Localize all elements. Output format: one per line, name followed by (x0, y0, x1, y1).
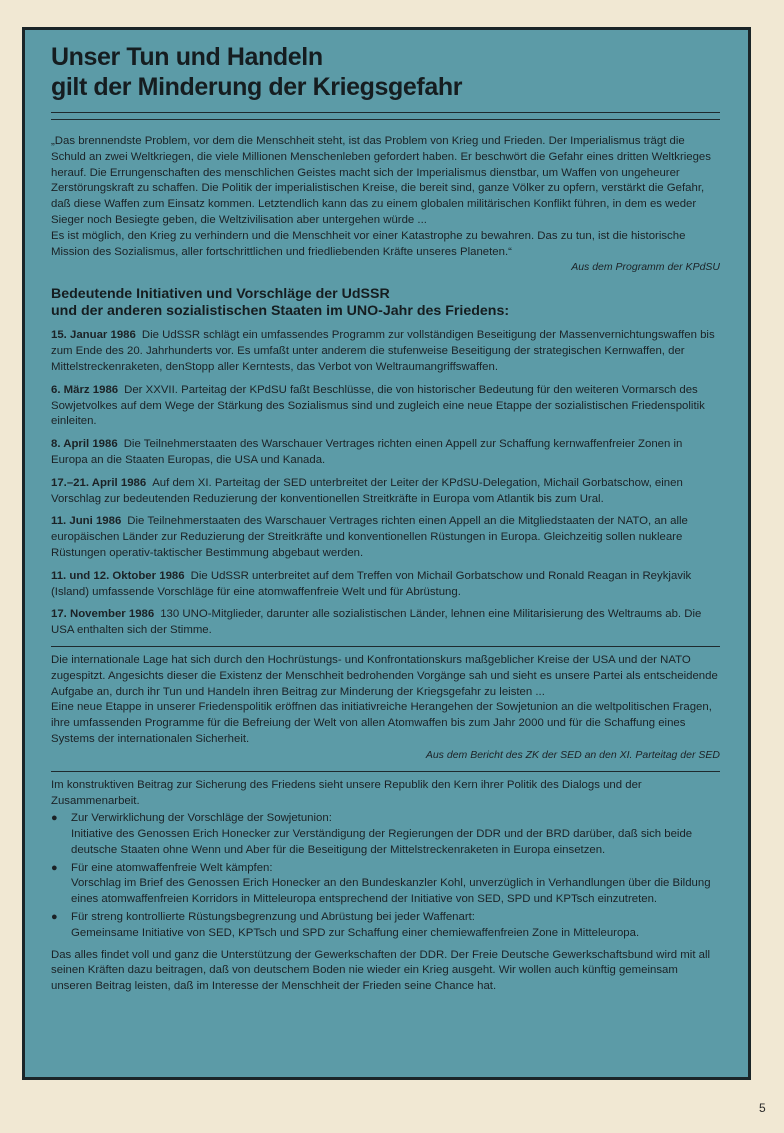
republic-intro: Im konstruktiven Beitrag zur Sicherung des Friedens sieht unsere Republik den Kern ihrer Politik des Dialogs und der Zusammenarbeit. (51, 778, 642, 807)
initiatives-heading-line-1: Bedeutende Initiativen und Vorschläge der UdSSR (51, 286, 390, 303)
closing-paragraph: Das alles findet voll und ganz die Unterstützung der Gewerkschaften der DDR. Der Freie Deutsche Gewerkschaftsbund wird mit all seinen Kräften dazu beitragen, daß von deutschem Boden nie wieder ein Krieg ausgeht. Wir wollen auch künftig gemeinsam unseren Beitrag leisten, daß im Interesse der Menschheit der Frieden seine Chance hat. (51, 948, 711, 993)
bullet-lead: Für eine atomwaffenfreie Welt kämpfen: (71, 861, 273, 874)
republic-section (51, 778, 720, 995)
republic-bullet-list (51, 811, 720, 941)
section-divider (51, 771, 720, 772)
report-paragraph-2: Eine neue Etappe in unserer Friedenspolitik eröffnen das initiativreiche Herangehen der Sowjetunion an die weltpolitischen Fragen, ihre umfassenden Programme für die Befreiung der Welt von allen Atomwaffen bis zum Jahr 2000 und für die Schaffung eines Systems der internationalen Sicherheit. (51, 701, 712, 745)
initiative-entry (51, 383, 720, 430)
bullet-icon: ● (51, 861, 58, 874)
title-line-1: Unser Tun und Handeln (51, 43, 323, 71)
initiative-date: 8. April 1986 (51, 438, 118, 451)
initiative-date: 11. und 12. Oktober 1986 (51, 569, 185, 582)
initiative-text: Die UdSSR unterbreitet auf dem Treffen von Michail Gorbatschow und Ronald Reagan in Reykjavik (Island) umfassende Vorschläge für eine atomwaffenfreie Welt und für Abrüstung. (51, 569, 692, 598)
initiative-entry (51, 607, 720, 639)
initiative-text: 130 UNO-Mitglieder, darunter alle sozialistischen Länder, lehnen eine Militarisierung des Weltraums ab. Die USA enthalten sich der Stimme. (51, 608, 702, 637)
initiative-text: Der XXVII. Parteitag der KPdSU faßt Beschlüsse, die von historischer Bedeutung für den weiteren Vormarsch des Sowjetvolkes auf dem Wege der Stärkung des Sozialismus sind und zugleich eine neue Etappe der sozialistischen Friedenspolitik einleiten. (51, 383, 705, 428)
bullet-lead: Zur Verwirklichung der Vorschläge der Sowjetunion: (71, 812, 332, 825)
report-paragraph-1: Die internationale Lage hat sich durch den Hochrüstungs- und Konfrontationskurs maßgeblicher Kreise der USA und der NATO zugespitzt. Angesichts dieser die Existenz der Menschheit bedrohenden Vorgänge sah und sieht es unsere Partei als entscheidende Aufgabe an, durch ihr Tun und Handeln ihren Beitrag zur Minderung der Kriegsgefahr zu leisten ... (51, 653, 718, 698)
bullet-text: Initiative des Genossen Erich Honecker zur Verständigung der Regierungen der DDR und der BRD darüber, daß sich beide deutsche Staaten ohne Wenn und Aber für die Beseitigung der Mittelstreckenraketen in Europa einsetzen. (71, 828, 693, 856)
bullet-text: Gemeinsame Initiative von SED, KPTsch und SPD zur Schaffung einer chemiewaffenfreien Zone in Mitteleuropa. (71, 926, 640, 939)
bullet-icon: ● (51, 911, 58, 924)
program-quote (51, 134, 720, 274)
bullet-lead: Für streng kontrollierte Rüstungsbegrenzung und Abrüstung bei jeder Waffenart: (71, 911, 475, 924)
bullet-text: Vorschlag im Brief des Genossen Erich Honecker an den Bundeskanzler Kohl, unverzüglich in Verhandlungen über die Bildung eines atomwaffenfreien Korridors in Mitteleuropa entsprechend der Initiative von SED, SPD und KPTsch einzutreten. (71, 877, 711, 906)
initiative-date: 11. Juni 1986 (51, 515, 122, 528)
initiatives-list (51, 328, 720, 639)
initiative-entry (51, 476, 720, 508)
initiatives-heading-line-2: und der anderen sozialistischen Staaten im UNO-Jahr des Friedens: (51, 303, 510, 320)
content-panel (22, 27, 751, 1080)
initiative-date: 15. Januar 1986 (51, 329, 136, 342)
initiative-text: Die Teilnehmerstaaten des Warschauer Vertrages richten einen Appell zur Schaffung kernwaffenfreier Zonen in Europa an die Staaten Europas, die USA und Kanada. (51, 438, 683, 466)
title-divider (51, 112, 720, 120)
page-number: 5 (759, 1101, 766, 1115)
title-line-2: gilt der Minderung der Kriegsgefahr (51, 73, 463, 101)
initiative-entry (51, 328, 720, 375)
party-report (51, 653, 720, 762)
quote-source: Aus dem Programm der KPdSU (571, 261, 720, 274)
initiative-date: 17. November 1986 (51, 608, 155, 621)
bullet-item (51, 811, 720, 858)
report-source: Aus dem Bericht des ZK der SED an den XI. Parteitag der SED (425, 748, 720, 761)
quote-paragraph-2: Es ist möglich, den Krieg zu verhindern und die Menschheit vor einer Katastrophe zu bewahren. Das zu tun, ist die historische Mission des Sozialismus, aller fortschrittlichen und friedliebenden Kräfte unseres Planeten.“ (51, 229, 686, 258)
section-divider (51, 646, 720, 647)
bullet-item (51, 861, 720, 908)
bullet-icon: ● (51, 812, 58, 825)
initiative-text: Die Teilnehmerstaaten des Warschauer Vertrages richten einen Appell an die Mitgliedstaaten der NATO, an alle europäischen Länder zur Reduzierung der Streitkräfte und konventionellen Rüstungen in Europa. Gleichzeitig sollen nukleare Rüstungen operativ-taktischer Bestimmung abgebaut werden. (51, 515, 688, 559)
quote-paragraph-1: „Das brennendste Problem, vor dem die Menschheit steht, ist das Problem von Krieg und Frieden. Der Imperialismus trägt die Schuld an zwei Weltkriegen, die viele Millionen Menschenleben gefordert haben. Er beschwört die Gefahr eines dritten Weltkrieges herauf. Die Errungenschaften des menschlichen Geistes macht sich der Imperialismus dienstbar, um Waffen von ungeheurer Zerstörungskraft zu schaffen. Die Politik der imperialistischen Kreise, die bereit sind, ganze Völker zu opfern, verstärkt die Gefahr, daß diese Waffen zum Einsatz kommen. Letztendlich kann das zu einem globalen militärischen Konflikt führen, in dem es weder Sieger noch Besiegte geben, die Weltzivilisation aber untergehen würde ... (51, 135, 711, 226)
initiative-entry (51, 437, 720, 469)
initiative-text: Auf dem XI. Parteitag der SED unterbreitet der Leiter der KPdSU-Delegation, Michail Gorbatschow, einen Vorschlag zur bedeutenden Reduzierung der konventionellen Streitkräfte in Europa vom Atlantik bis zum Ural. (51, 476, 683, 505)
initiatives-heading (51, 286, 720, 320)
initiative-text: Die UdSSR schlägt ein umfassendes Programm zur vollständigen Beseitigung der Massenvernichtungswaffen bis zum Ende des 20. Jahrhunderts vor. Es umfaßt unter anderem die stufenweise Beseitigung der strategischen Kernwaffen, der Mittelstreckenraketen, denStopp aller Kerntests, das Verbot von Weltraumangriffswaffen. (51, 329, 715, 373)
initiative-entry (51, 569, 720, 601)
initiative-date: 17.–21. April 1986 (51, 476, 147, 489)
initiative-date: 6. März 1986 (51, 383, 119, 396)
page-title (51, 42, 720, 102)
bullet-item (51, 910, 720, 942)
initiative-entry (51, 514, 720, 561)
